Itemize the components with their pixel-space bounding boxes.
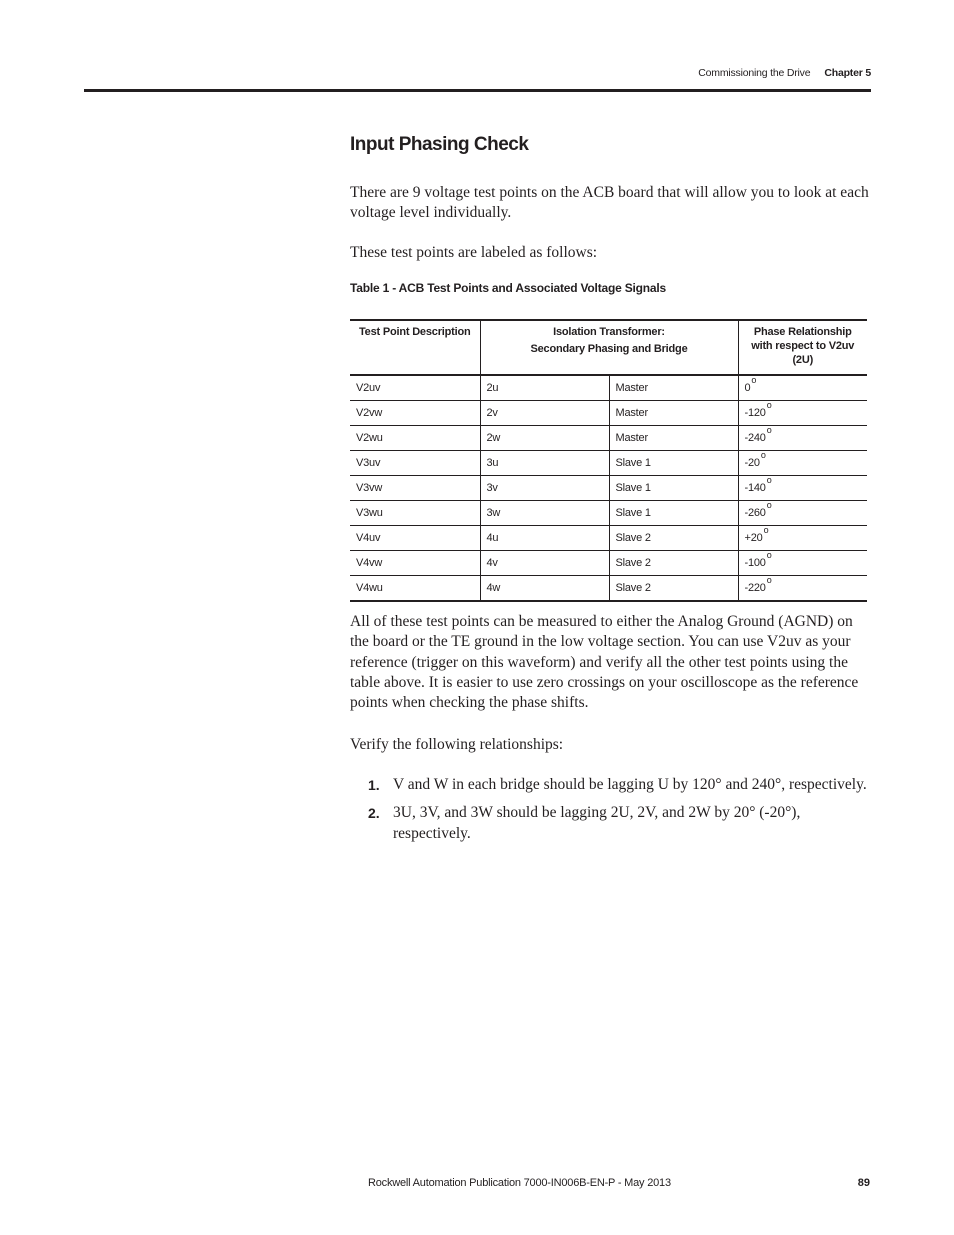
header-phase-relationship [738,320,867,375]
degree-symbol: o [766,500,772,510]
header-phase-line3: (2U) [792,354,814,366]
list-item [368,775,874,795]
cell-bridge: Slave 1 [609,501,738,526]
table-row [350,551,867,576]
degree-symbol: o [766,475,772,485]
phase-value: -100 [744,557,766,569]
cell-test-point: V4wu [350,576,480,602]
phase-value: -20 [744,457,760,469]
cell-phase-relationship [738,551,867,576]
cell-phase-relationship [738,501,867,526]
phase-value: 0 [744,382,751,394]
step-text: V and W in each bridge should be lagging U by 120° and 240°, respectively. [393,776,867,793]
phase-value: -260 [744,507,766,519]
intro-paragraph: There are 9 voltage test points on the ACB board that will allow you to look at each voltage level individually. [350,184,869,222]
cell-test-point: V2vw [350,401,480,426]
cell-bridge: Slave 2 [609,576,738,602]
cell-phase-relationship [738,476,867,501]
degree-symbol: o [766,550,772,560]
list-item [368,803,874,844]
phase-value: -220 [744,582,766,594]
running-header [698,67,871,79]
header-isolation-transformer [480,320,738,375]
table-row [350,576,867,602]
cell-phase-relationship [738,401,867,426]
cell-secondary-phasing: 2w [480,426,609,451]
cell-test-point: V2uv [350,375,480,401]
phase-value: +20 [744,532,763,544]
table-caption: Table 1 - ACB Test Points and Associated Voltage Signals [350,281,666,295]
cell-bridge: Master [609,401,738,426]
verify-paragraph: Verify the following relationships: [350,736,564,753]
degree-symbol: o [766,425,772,435]
step-number: 1. [368,777,380,793]
header-transformer-line2: Secondary Phasing and Bridge [530,343,688,355]
test-points-table [350,319,867,602]
header-transformer-line1: Isolation Transformer: [553,326,665,338]
section-heading: Input Phasing Check [350,134,529,155]
cell-secondary-phasing: 4u [480,526,609,551]
cell-phase-relationship [738,375,867,401]
cell-bridge: Master [609,426,738,451]
header-test-point-description: Test Point Description [350,320,480,375]
degree-symbol: o [766,575,772,585]
cell-secondary-phasing: 4w [480,576,609,602]
degree-symbol: o [766,400,772,410]
table-row [350,426,867,451]
cell-phase-relationship [738,526,867,551]
cell-secondary-phasing: 4v [480,551,609,576]
header-section-title: Commissioning the Drive [698,67,811,79]
table-header-row [350,320,867,375]
degree-symbol: o [760,450,766,460]
cell-bridge: Slave 2 [609,526,738,551]
cell-bridge: Slave 2 [609,551,738,576]
cell-secondary-phasing: 3u [480,451,609,476]
cell-secondary-phasing: 3v [480,476,609,501]
cell-bridge: Slave 1 [609,451,738,476]
table-row [350,501,867,526]
cell-test-point: V3vw [350,476,480,501]
measurement-paragraph: All of these test points can be measured to either the Analog Ground (AGND) on the board or the TE ground in the low voltage section. You can use V2uv as your reference (trigger on this waveform) and verify all the other test points using the table above. It is easier to use zero crossings on your oscilloscope as the reference points when checking the phase shifts. [350,613,859,712]
degree-symbol: o [763,525,769,535]
header-rule [84,89,871,92]
cell-test-point: V3uv [350,451,480,476]
header-phase-line1: Phase Relationship [753,326,852,338]
verification-steps-list [368,775,874,852]
footer-publication: Rockwell Automation Publication 7000-IN006B-EN-P - May 2013 [368,1177,671,1189]
page-number: 89 [857,1177,870,1189]
cell-phase-relationship [738,576,867,602]
cell-bridge: Master [609,375,738,401]
phase-value: -120 [744,407,766,419]
table-row [350,526,867,551]
labeled-paragraph: These test points are labeled as follows: [350,244,598,261]
cell-phase-relationship [738,426,867,451]
cell-test-point: V4uv [350,526,480,551]
degree-symbol: o [751,375,757,385]
table-row [350,375,867,401]
cell-secondary-phasing: 3w [480,501,609,526]
cell-phase-relationship [738,451,867,476]
phase-value: -140 [744,482,766,494]
cell-test-point: V2wu [350,426,480,451]
cell-secondary-phasing: 2v [480,401,609,426]
table-row [350,401,867,426]
cell-bridge: Slave 1 [609,476,738,501]
cell-test-point: V3wu [350,501,480,526]
table-row [350,476,867,501]
cell-secondary-phasing: 2u [480,375,609,401]
step-number: 2. [368,805,380,822]
header-chapter-label: Chapter 5 [824,67,871,79]
phase-value: -240 [744,432,766,444]
header-phase-line2: with respect to V2uv [751,340,855,352]
table-row [350,451,867,476]
step-text: 3U, 3V, and 3W should be lagging 2U, 2V, and 2W by 20° (-20°), respectively. [393,804,801,842]
cell-test-point: V4vw [350,551,480,576]
table-body [350,375,867,601]
